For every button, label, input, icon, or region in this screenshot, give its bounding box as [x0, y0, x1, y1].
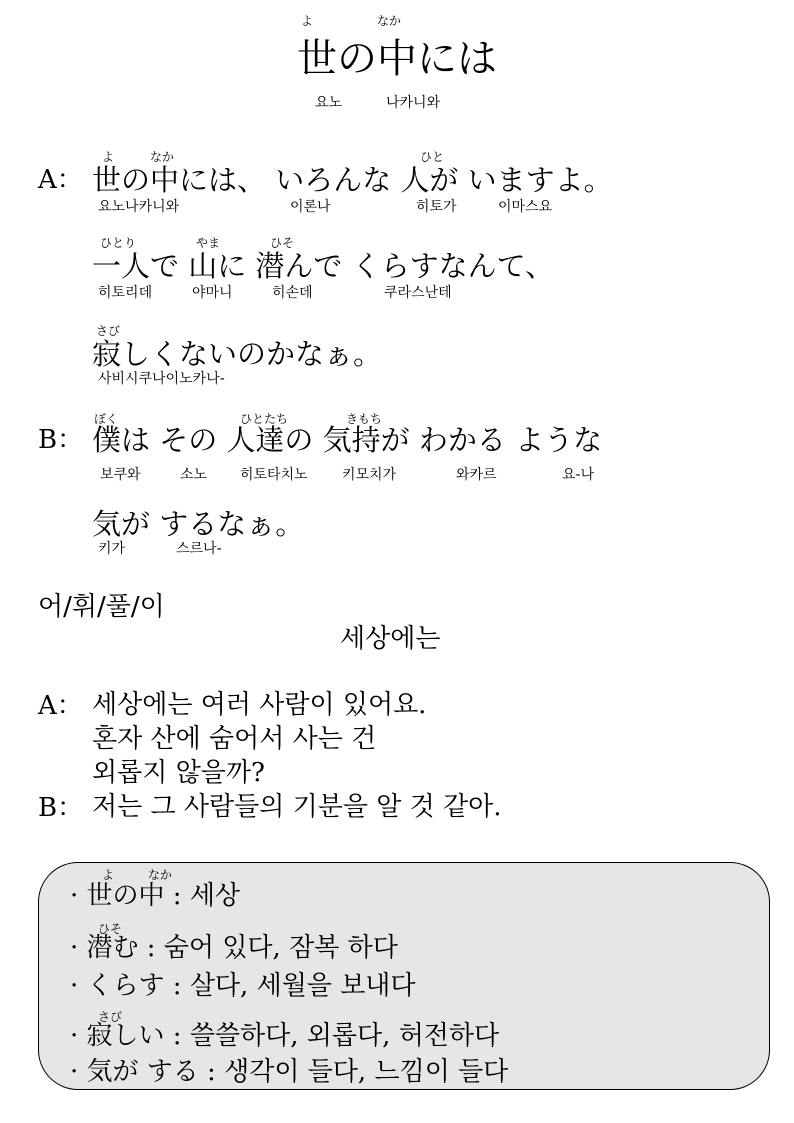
reading-a2-2: 야마니	[192, 285, 233, 301]
reading-b1-6: 요-나	[562, 467, 595, 483]
reading-a2-4: 쿠라스난테	[384, 285, 452, 301]
ruby-hito: ひと	[420, 150, 445, 164]
vocab-ruby-hiso: ひそ	[98, 922, 123, 936]
section-heading: 어/휘/풀/이	[38, 592, 165, 622]
reading-b2-2: 스르나-	[176, 541, 222, 557]
reading-b1-5: 와카르	[456, 467, 497, 483]
ruby-yo: よ	[102, 150, 115, 164]
translation-b-label: B：	[38, 793, 84, 823]
dialogue-a-line-2: 一人で 山に 潜んで くらすなんて、	[92, 249, 555, 283]
title-reading-1: 요노	[315, 95, 343, 111]
page-title: 世の中には	[297, 36, 497, 82]
dialogue-a-line-1: 世の中には、 いろんな 人が いますよ。	[92, 163, 613, 197]
vocab-ruby-yo: よ	[102, 868, 115, 882]
reading-b1-2: 소노	[180, 467, 208, 483]
reading-a2-3: 히손데	[272, 285, 313, 301]
ruby-hiso: ひそ	[270, 236, 295, 250]
dialogue-b-line-1: 僕は その 人達の 気持が わかる ような	[92, 423, 603, 457]
speaker-b-label: B：	[38, 425, 84, 455]
vocab-item-5: · 気が する : 생각이 들다, 느낌이 들다	[70, 1057, 509, 1087]
reading-a1-2: 이론나	[290, 199, 331, 215]
vocab-item-1: · 世の中 : 세상	[70, 881, 241, 911]
ruby-yama: やま	[196, 236, 221, 250]
translation-subtitle: 세상에는	[340, 624, 441, 654]
speaker-a-label: A：	[38, 165, 83, 195]
reading-a1-1: 요노나카니와	[98, 199, 180, 215]
reading-b2-1: 키가	[98, 541, 126, 557]
vocab-item-3: · くらす : 살다, 세월을 보내다	[70, 971, 416, 1001]
ruby-boku: ぼく	[94, 412, 119, 426]
vocab-ruby-naka: なか	[148, 868, 173, 882]
reading-a1-3: 히토가	[416, 199, 457, 215]
translation-a-line-1: 세상에는 여러 사람이 있어요.	[92, 690, 427, 720]
vocab-ruby-sabi: さび	[98, 1010, 123, 1024]
reading-a1-4: 이마스요	[498, 199, 553, 215]
title-ruby-naka: なか	[377, 14, 402, 28]
vocab-item-4: · 寂しい : 쓸쓸하다, 외롭다, 허전하다	[70, 1021, 500, 1051]
ruby-hitotachi: ひとたち	[240, 412, 289, 426]
translation-a-line-3: 외롭지 않을까?	[92, 758, 265, 788]
reading-a2-1: 히토리데	[98, 285, 153, 301]
translation-a-label: A：	[38, 691, 83, 721]
ruby-naka: なか	[150, 150, 175, 164]
ruby-kimochi: きもち	[346, 412, 383, 426]
reading-b1-1: 보쿠와	[100, 467, 141, 483]
ruby-sabi: さび	[96, 324, 121, 338]
vocab-item-2: · 潜む : 숨어 있다, 잠복 하다	[70, 933, 398, 963]
title-reading-2: 나카니와	[386, 95, 441, 111]
translation-a-line-2: 혼자 산에 숨어서 사는 건	[92, 724, 377, 754]
ruby-hitori: ひとり	[100, 236, 137, 250]
reading-b1-3: 히토타치노	[240, 467, 308, 483]
reading-b1-4: 키모치가	[342, 467, 397, 483]
dialogue-b-line-2: 気が するなぁ。	[92, 507, 305, 541]
translation-b-line: 저는 그 사람들의 기분을 알 것 같아.	[92, 792, 502, 822]
reading-a3-1: 사비시쿠나이노카나-	[98, 371, 225, 387]
dialogue-a-line-3: 寂しくないのかなぁ。	[92, 337, 383, 371]
title-ruby-yo: よ	[301, 14, 314, 28]
